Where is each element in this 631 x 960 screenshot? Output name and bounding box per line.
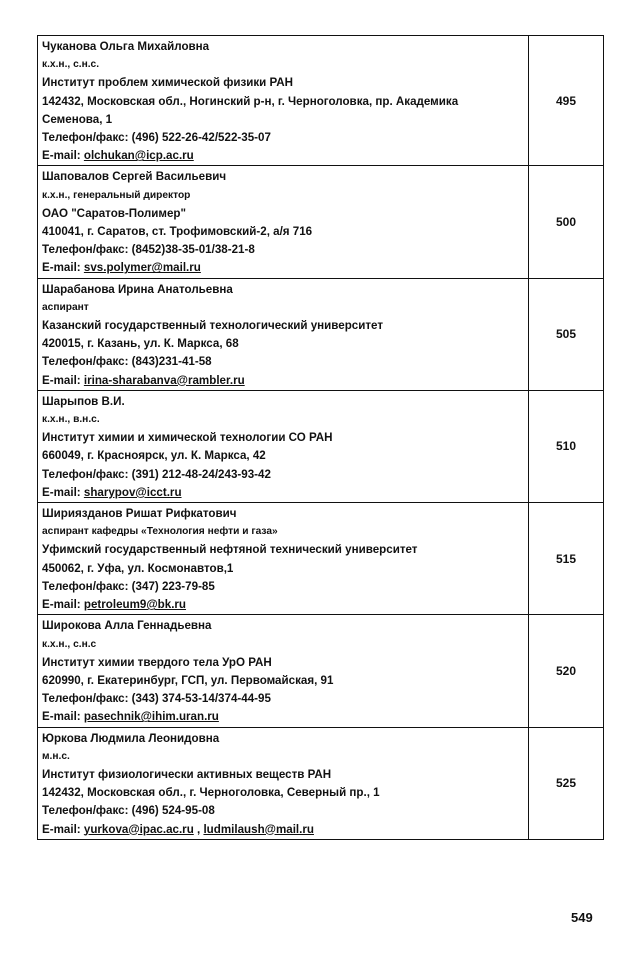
contact-details-cell <box>38 615 529 727</box>
organization-name: Уфимский государственный нефтяной технический университет <box>42 543 418 557</box>
email-link[interactable]: pasechnik@ihim.uran.ru <box>83 710 219 724</box>
postal-address: 142432, Московская обл., Ногинский р-н, г. Черноголовка, пр. Академика <box>42 94 459 108</box>
organization-name: Институт проблем химической физики РАН <box>42 76 293 90</box>
table-row <box>38 390 604 502</box>
organization-name: ОАО "Саратов-Полимер" <box>42 206 186 220</box>
person-name: Шаповалов Сергей Васильевич <box>42 170 227 184</box>
email-label: E-mail: <box>42 598 84 612</box>
person-name: Широкова Алла Геннадьевна <box>42 619 212 633</box>
email-label: E-mail: <box>42 149 84 163</box>
email-link[interactable]: olchukan@icp.ac.ru <box>83 149 194 163</box>
person-position: к.х.н., в.н.с. <box>42 414 100 426</box>
email-label: E-mail: <box>42 822 84 836</box>
contact-details-cell <box>38 166 529 278</box>
phone-fax: Телефон/факс: (843)231-41-58 <box>42 355 212 369</box>
table-row <box>38 166 604 278</box>
email-separator: , <box>193 822 204 836</box>
email-line <box>42 259 528 277</box>
organization-name: Институт химии и химической технологии СО РАН <box>42 431 333 445</box>
contact-details-cell <box>38 727 529 839</box>
person-position: к.х.н., генеральный директор <box>42 189 191 201</box>
person-name: Шарабанова Ирина Анатольевна <box>42 282 233 296</box>
page-reference: 500 <box>529 166 604 278</box>
email-label: E-mail: <box>42 710 84 724</box>
table-row <box>38 278 604 390</box>
phone-fax: Телефон/факс: (391) 212-48-24/243-93-42 <box>42 467 271 481</box>
page-reference: 525 <box>529 727 604 839</box>
page-reference: 520 <box>529 615 604 727</box>
email-link[interactable]: svs.polymer@mail.ru <box>83 261 201 275</box>
table-row <box>38 727 604 839</box>
contact-details-cell <box>38 503 529 615</box>
email-line <box>42 596 528 614</box>
table-row <box>38 615 604 727</box>
person-name: Шарыпов В.И. <box>42 394 125 408</box>
email-link[interactable]: yurkova@ipac.ac.ru <box>83 822 194 836</box>
postal-address: 420015, г. Казань, ул. К. Маркса, 68 <box>42 337 239 351</box>
person-position: аспирант кафедры «Технология нефти и газа» <box>42 526 278 538</box>
email-line <box>42 147 528 165</box>
email-label: E-mail: <box>42 261 84 275</box>
email-line <box>42 821 528 839</box>
page-number: 549 <box>571 910 593 925</box>
postal-address: 450062, г. Уфа, ул. Космонавтов,1 <box>42 561 234 575</box>
person-name: Юркова Людмила Леонидовна <box>42 731 220 745</box>
page-reference: 510 <box>529 390 604 502</box>
email-link[interactable]: petroleum9@bk.ru <box>83 598 187 612</box>
phone-fax: Телефон/факс: (343) 374-53-14/374-44-95 <box>42 692 271 706</box>
phone-fax: Телефон/факс: (8452)38-35-01/38-21-8 <box>42 243 255 257</box>
person-position: аспирант <box>42 301 89 313</box>
postal-address: 142432, Московская обл., г. Черноголовка, Северный пр., 1 <box>42 786 380 800</box>
postal-address: 410041, г. Саратов, ст. Трофимовский-2, а/я 716 <box>42 225 313 239</box>
organization-name: Казанский государственный технологический университет <box>42 319 384 333</box>
contact-details-cell <box>38 278 529 390</box>
postal-address: 660049, г. Красноярск, ул. К. Маркса, 42 <box>42 449 266 463</box>
contacts-table <box>37 35 604 840</box>
organization-name: Институт физиологически активных веществ РАН <box>42 767 332 781</box>
phone-fax: Телефон/факс: (496) 522-26-42/522-35-07 <box>42 131 271 145</box>
page-reference: 515 <box>529 503 604 615</box>
postal-address: Семенова, 1 <box>42 112 113 126</box>
email-link[interactable]: ludmilaush@mail.ru <box>203 822 314 836</box>
postal-address: 620990, г. Екатеринбург, ГСП, ул. Первомайская, 91 <box>42 673 334 687</box>
email-label: E-mail: <box>42 373 84 387</box>
page-reference: 495 <box>529 36 604 166</box>
contact-details-cell <box>38 390 529 502</box>
phone-fax: Телефон/факс: (347) 223-79-85 <box>42 579 215 593</box>
organization-name: Институт химии твердого тела УрО РАН <box>42 655 272 669</box>
contacts-table-body <box>38 36 604 840</box>
email-line <box>42 708 528 726</box>
email-link[interactable]: sharypov@icct.ru <box>83 485 182 499</box>
table-row <box>38 36 604 166</box>
contact-details-cell <box>38 36 529 166</box>
email-label: E-mail: <box>42 485 84 499</box>
phone-fax: Телефон/факс: (496) 524-95-08 <box>42 804 215 818</box>
person-name: Шириязданов Ришат Рифкатович <box>42 507 237 521</box>
person-position: к.х.н., с.н.с <box>42 638 97 650</box>
email-line <box>42 372 528 390</box>
email-link[interactable]: irina-sharabanva@rambler.ru <box>83 373 245 387</box>
person-name: Чуканова Ольга Михайловна <box>42 40 210 53</box>
table-row <box>38 503 604 615</box>
email-line <box>42 484 528 502</box>
person-position: м.н.с. <box>42 750 70 762</box>
page-reference: 505 <box>529 278 604 390</box>
person-position: к.х.н., с.н.с. <box>42 59 100 71</box>
